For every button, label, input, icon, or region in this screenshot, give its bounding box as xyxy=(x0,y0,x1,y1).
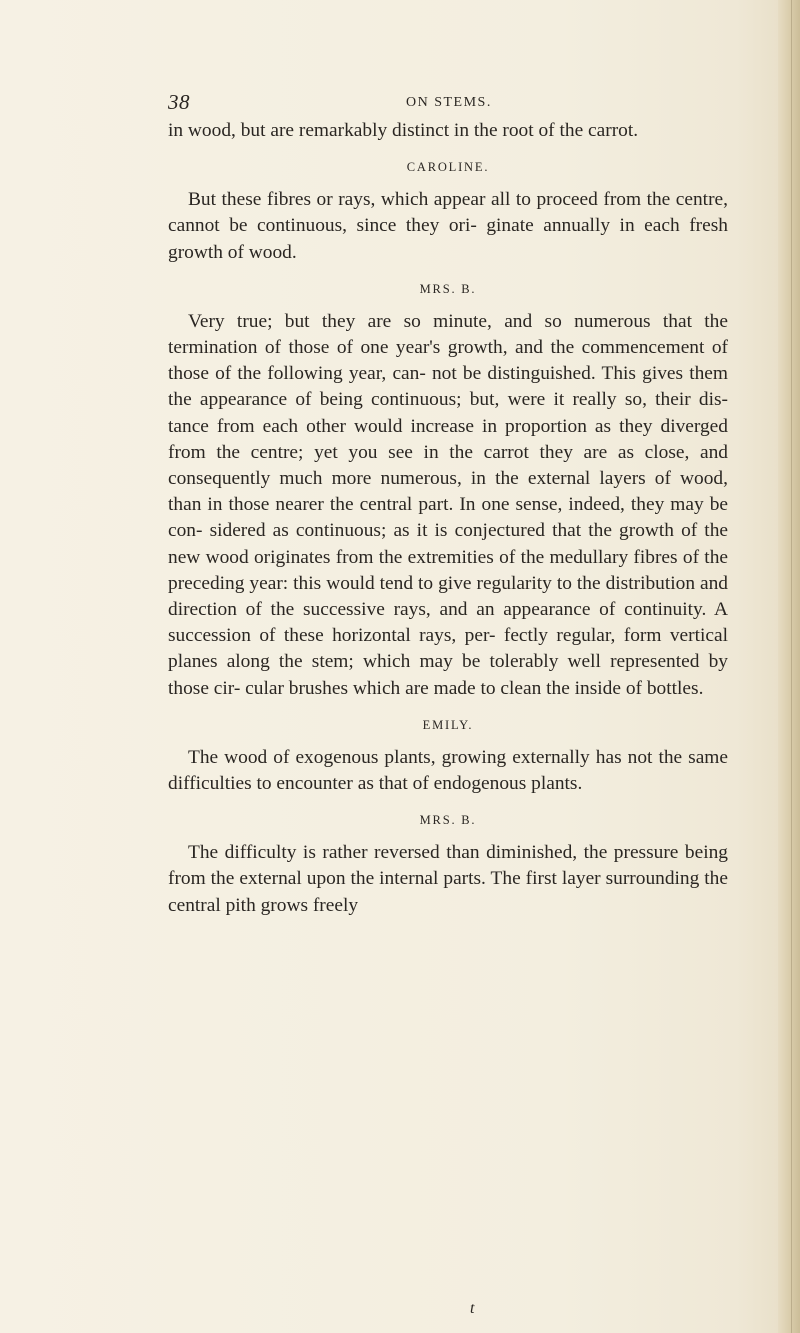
text-line: tance from each other would increase in proportion as xyxy=(168,415,612,437)
text-line: The wood of exogenous plants, growing externally xyxy=(188,746,590,768)
text-line: Very true; but they are so minute, and so numerous xyxy=(188,310,651,332)
paragraph xyxy=(168,745,728,797)
paragraph xyxy=(168,840,728,919)
text-line: endogenous plants. xyxy=(433,773,583,795)
paragraph-continuation xyxy=(168,118,728,144)
text-line: from the centre, cannot be continuous, since they ori- xyxy=(168,189,728,237)
text-line: that the termination of those of one year's growth, and xyxy=(168,310,728,359)
text-line: pressure being from the external upon the internal parts. xyxy=(168,842,728,890)
running-title: ON STEMS. xyxy=(406,95,492,110)
text-line: continuity. A succession of these horizontal rays, per- xyxy=(168,599,728,647)
text-line: of being continuous; but, were it really so, their dis- xyxy=(295,389,728,411)
text-line: fectly regular, form vertical planes along the stem; xyxy=(168,625,728,673)
speaker-label: MRS. B. xyxy=(419,281,477,296)
page-header xyxy=(168,90,728,120)
text-line: direction of the successive rays, and an appearance of xyxy=(168,599,616,621)
text-line: would tend to give regularity to the distribution and xyxy=(326,572,728,594)
text-line: which may be tolerably well represented by those cir- xyxy=(168,651,728,699)
speaker-label: EMILY. xyxy=(422,717,474,732)
text-line: they diverged from the centre; yet you see in the carrot xyxy=(168,415,728,463)
text-line: ginate annually in each fresh growth of wood. xyxy=(168,215,728,263)
page-gutter xyxy=(778,0,800,1333)
page-mark: t xyxy=(470,1300,475,1317)
body-text xyxy=(168,118,728,919)
text-line: cular brushes which are made to clean the inside of xyxy=(245,677,642,699)
text-line: sidered as continuous; as it is conjectured that the xyxy=(209,520,612,542)
text-line: in wood, but are remarkably distinct in the root of the xyxy=(168,120,584,141)
text-line: The first layer surrounding the central pith grows freely xyxy=(168,868,728,916)
gutter-edge-line xyxy=(791,0,792,1333)
page-number: 38 xyxy=(168,90,190,114)
text-line: carrot. xyxy=(588,120,639,141)
paragraph xyxy=(168,309,728,702)
text-line: of the medullary fibres of the preceding year: this xyxy=(168,546,728,594)
paragraph xyxy=(168,187,728,266)
text-line: growth of the new wood originates from the extremities xyxy=(168,520,728,568)
text-line: they are as close, and consequently much more numerous, xyxy=(168,441,728,490)
text-line: bottles. xyxy=(646,677,704,699)
speaker-label: MRS. B. xyxy=(419,813,477,828)
text-line: in the external layers of wood, than in those nearer the xyxy=(168,468,728,516)
text-line: the commencement of those of the following year, can- xyxy=(168,337,728,385)
text-line: not be distinguished. This gives them the appearance xyxy=(168,363,728,411)
text-line: The difficulty is rather reversed than diminished, the xyxy=(188,842,608,864)
text-line: central part. In one sense, indeed, they may be con- xyxy=(168,494,728,542)
text-line: has not the same difficulties to encounter as that of xyxy=(168,746,728,795)
text-line: But these fibres or rays, which appear all to proceed xyxy=(188,189,598,211)
speaker-label: CAROLINE. xyxy=(406,160,490,175)
